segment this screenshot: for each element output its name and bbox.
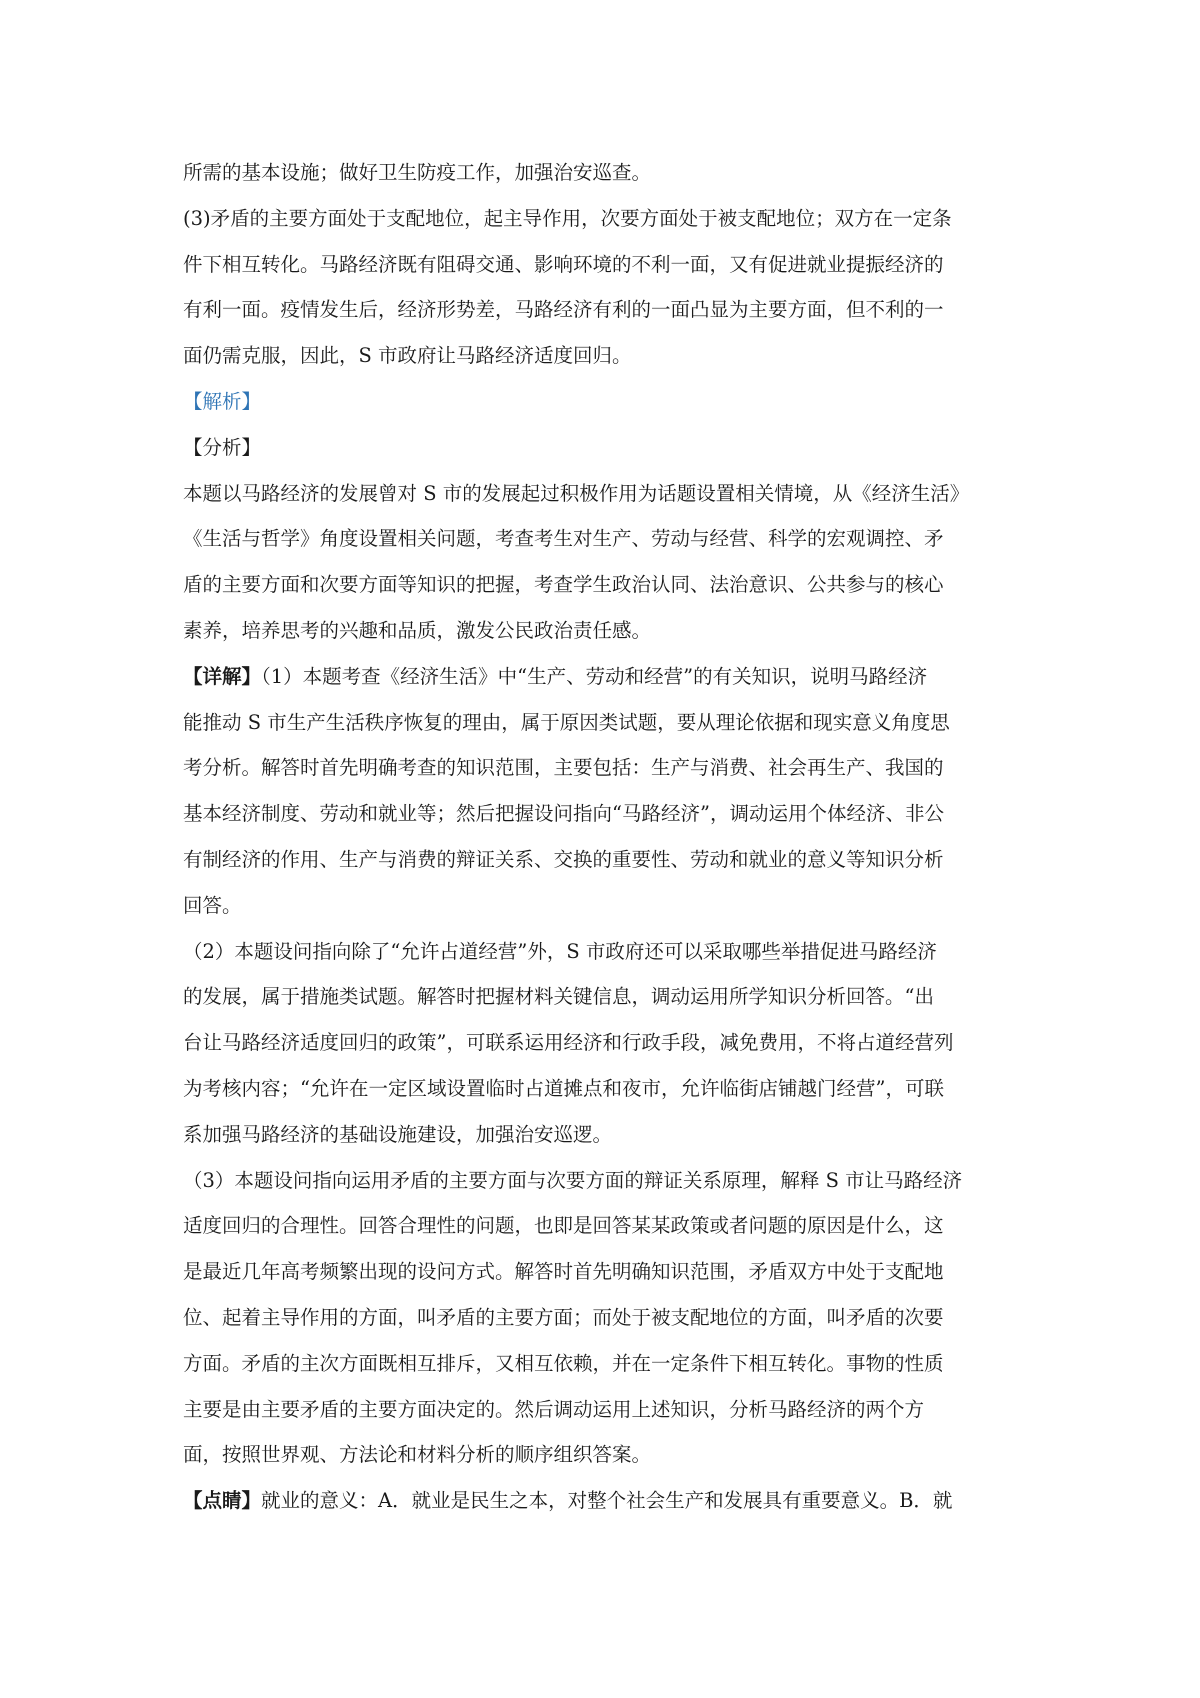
text-line: （3）本题设问指向运用矛盾的主要方面与次要方面的辩证关系原理，解释 S 市让马路经济 (183, 1168, 963, 1192)
text-line: (3)矛盾的主要方面处于支配地位，起主导作用，次要方面处于被支配地位；双方在一定条 (183, 206, 952, 230)
text-line: 素养，培养思考的兴趣和品质，激发公民政治责任感。 (183, 618, 652, 642)
section-label-dianjing: 【点睛】 (183, 1489, 262, 1513)
text-line: 有制经济的作用、生产与消费的辩证关系、交换的重要性、劳动和就业的意义等知识分析 (183, 847, 944, 871)
document-page (183, 150, 1023, 1524)
text-line: 本题以马路经济的发展曾对 S 市的发展起过积极作用为话题设置相关情境，从《经济生活》 (183, 481, 970, 505)
text-line: 位、起着主导作用的方面，叫矛盾的主要方面；而处于被支配地位的方面，叫矛盾的次要 (183, 1305, 944, 1329)
text-line: 面仍需克服，因此，S 市政府让马路经济适度回归。 (183, 344, 632, 368)
text-line: 件下相互转化。马路经济既有阻碍交通、影响环境的不利一面，又有促进就业提振经济的 (183, 252, 944, 276)
section-label-xiangjie: 【详解】 (183, 664, 262, 688)
text-line (183, 654, 1023, 700)
section-heading-jiexi: 【解析】 (183, 389, 262, 413)
section-heading-fenxi: 【分析】 (183, 435, 262, 459)
text-line: 有利一面。疫情发生后，经济形势差，马路经济有利的一面凸显为主要方面，但不利的一 (183, 298, 944, 322)
text-line: 为考核内容；“允许在一定区域设置临时占道摊点和夜市，允许临街店铺越门经营”，可联 (183, 1076, 944, 1100)
text-line: 是最近几年高考频繁出现的设问方式。解答时首先明确知识范围，矛盾双方中处于支配地 (183, 1260, 944, 1284)
text-line: 面，按照世界观、方法论和材料分析的顺序组织答案。 (183, 1443, 652, 1467)
text-line: 主要是由主要矛盾的主要方面决定的。然后调动运用上述知识，分析马路经济的两个方 (183, 1397, 925, 1421)
text-line: 系加强马路经济的基础设施建设，加强治安巡逻。 (183, 1122, 613, 1146)
text-line: 所需的基本设施；做好卫生防疫工作，加强治安巡查。 (183, 161, 652, 184)
text-line: 盾的主要方面和次要方面等知识的把握，考查学生政治认同、法治意识、公共参与的核心 (183, 573, 944, 597)
text-line: 台让马路经济适度回归的政策”，可联系运用经济和行政手段，减免费用，不将占道经营列 (183, 1031, 954, 1055)
text-line: 《生活与哲学》角度设置相关问题，考查考生对生产、劳动与经营、科学的宏观调控、矛 (183, 527, 944, 551)
text-line: 考分析。解答时首先明确考查的知识范围，主要包括：生产与消费、社会再生产、我国的 (183, 756, 944, 780)
text-line: 的发展，属于措施类试题。解答时把握材料关键信息，调动运用所学知识分析回答。“出 (183, 985, 934, 1009)
text-line (183, 1478, 1023, 1524)
text-line: （2）本题设问指向除了“允许占道经营”外，S 市政府还可以采取哪些举措促进马路经济 (183, 939, 937, 963)
text-line: 基本经济制度、劳动和就业等；然后把握设问指向“马路经济”，调动运用个体经济、非公 (183, 802, 944, 826)
text-line: 适度回归的合理性。回答合理性的问题，也即是回答某某政策或者问题的原因是什么，这 (183, 1214, 944, 1238)
text-line: 回答。 (183, 893, 242, 917)
text-run: （1）本题考查《经济生活》中“生产、劳动和经营”的有关知识，说明马路经济 (261, 664, 928, 688)
text-line: 能推动 S 市生产生活秩序恢复的理由，属于原因类试题，要从理论依据和现实意义角度思 (183, 710, 950, 734)
text-run: 就业的意义：A．就业是民生之本，对整个社会生产和发展具有重要意义。B．就 (261, 1489, 953, 1513)
text-line: 方面。矛盾的主次方面既相互排斥，又相互依赖，并在一定条件下相互转化。事物的性质 (183, 1351, 944, 1375)
